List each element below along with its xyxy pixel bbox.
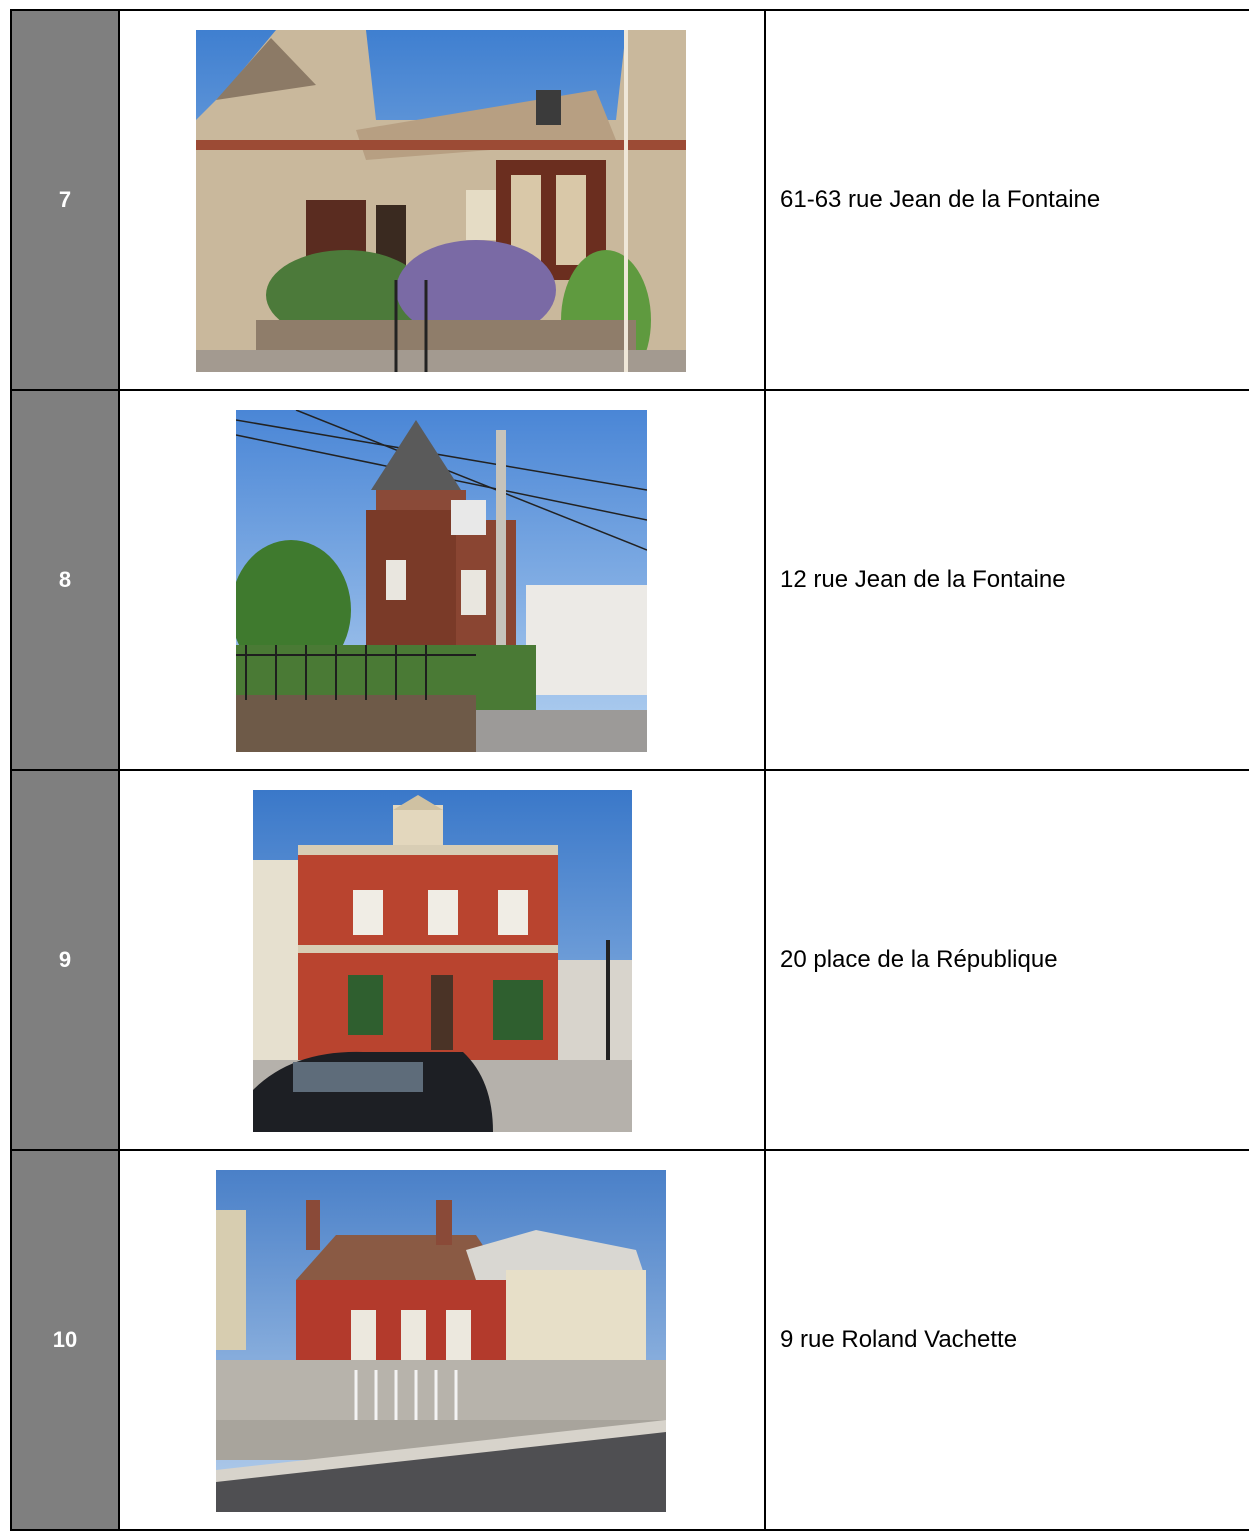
building-inventory-table [10, 9, 1249, 1531]
row-number: 8 [11, 390, 119, 770]
address-cell: 12 rue Jean de la Fontaine [765, 390, 1249, 770]
building-photo [216, 1170, 666, 1512]
row-number: 7 [11, 10, 119, 390]
photo-cell [119, 390, 765, 770]
address-cell: 20 place de la République [765, 770, 1249, 1150]
address-cell: 61-63 rue Jean de la Fontaine [765, 10, 1249, 390]
table-row [11, 390, 1249, 770]
table-row [11, 10, 1249, 390]
address-cell: 9 rue Roland Vachette [765, 1150, 1249, 1530]
photo-cell [119, 1150, 765, 1530]
document-page [10, 9, 1249, 1533]
table-row [11, 1150, 1249, 1530]
building-photo [236, 410, 647, 752]
table-row [11, 770, 1249, 1150]
row-number: 10 [11, 1150, 119, 1530]
building-photo [253, 790, 632, 1132]
photo-cell [119, 10, 765, 390]
row-number: 9 [11, 770, 119, 1150]
building-photo [196, 30, 686, 372]
photo-cell [119, 770, 765, 1150]
